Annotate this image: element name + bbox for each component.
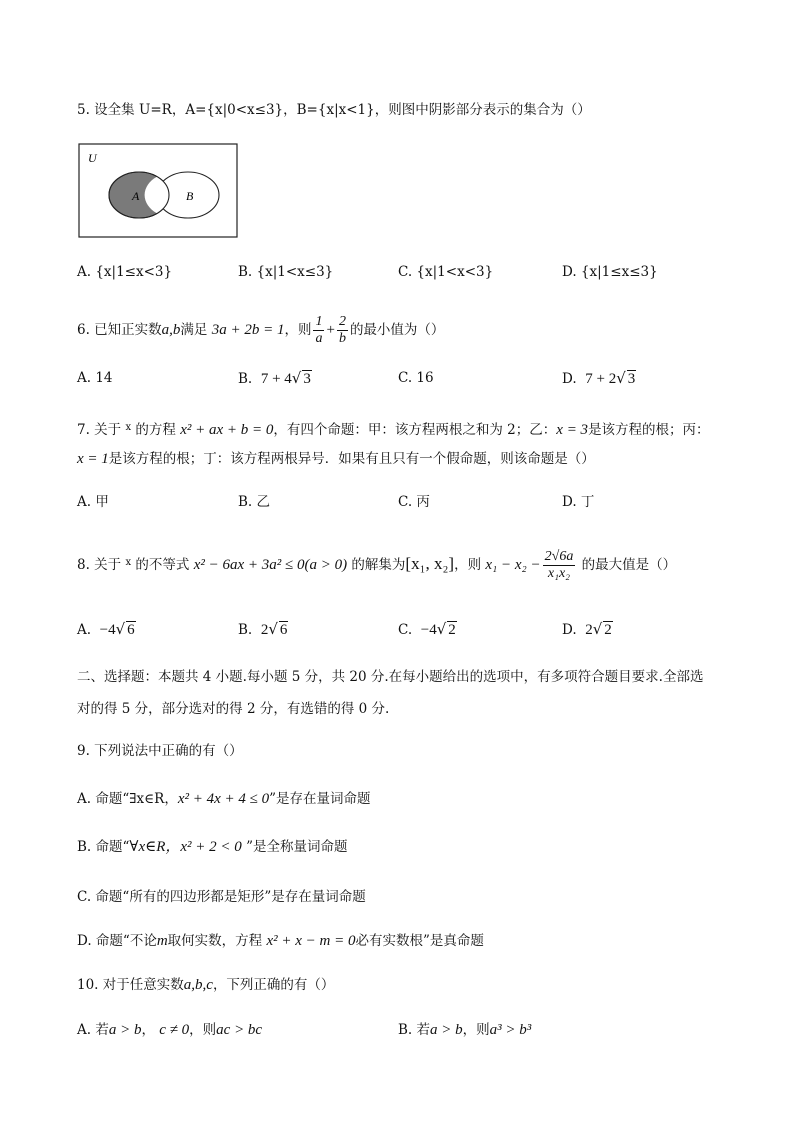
venn-universe-label: U bbox=[88, 151, 97, 165]
q10-option-b: B. 若a > b，则a³ > b³ bbox=[398, 1022, 532, 1038]
q5-stem: 5. 设全集 U=R，A={x|0<x≤3}，B={x|x<1}，则图中阴影部分表示的集合为（） bbox=[77, 102, 591, 118]
section2-intro-line2: 对的得 5 分，部分选对的得 2 分，有选错的得 0 分. bbox=[77, 701, 390, 717]
q6-option-d: D. 7 + 2√ 3 bbox=[562, 369, 636, 387]
venn-diagram bbox=[78, 143, 240, 239]
q8-option-a: A. −4√ 6 bbox=[77, 620, 135, 638]
q7-option-c: C. 丙 bbox=[398, 494, 430, 510]
q6-stem: 6. 已知正实数a,b满足 3a + 2b = 1，则 $\frac{1}{a}$ + $\frac{2}{b}$ 的最小值为（） bbox=[77, 314, 445, 346]
q8-stem: 8. 关于 $^x$ 的不等式 x² − 6ax + 3a² ≤ 0(a > 0) 的解集为[x₁, x₂]，则 x₁ − x₂ − $\frac{2√6a}{\text{x₁x₂}}$ 的最大值是（） bbox=[77, 549, 677, 581]
q5-option-d: D. {x|1≤x≤3} bbox=[562, 264, 658, 280]
section2-intro-line1: 二、选择题：本题共 4 小题.每小题 5 分，共 20 分.在每小题给出的选项中，有多项符合题目要求.全部选 bbox=[77, 669, 704, 685]
q7-stem-line2: x = 1是该方程的根；丁：该方程两根异号．如果有且只有一个假命题，则该命题是（） bbox=[77, 451, 595, 467]
q9-option-c: C. 命题“所有的四边形都是矩形”是存在量词命题 bbox=[77, 889, 366, 905]
venn-b-label: B bbox=[186, 189, 194, 203]
q6-option-b: B. 7 + 4√ 3 bbox=[238, 369, 311, 387]
q5-option-b: B. {x|1<x≤3} bbox=[238, 264, 334, 280]
q10-stem: 10. 对于任意实数a,b,c，下列正确的有（） bbox=[77, 977, 335, 993]
q9-option-a: A. 命题“∃x∈R，x² + 4x + 4 ≤ 0”是存在量词命题 bbox=[77, 791, 371, 807]
q10-option-a: A. 若a > b， c ≠ 0，则ac > bc bbox=[77, 1022, 263, 1038]
q5-option-a: A. {x|1≤x<3} bbox=[77, 264, 173, 280]
q7-option-b: B. 乙 bbox=[238, 494, 271, 510]
q9-option-b: B. 命题“∀x∈R，x² + 2 < 0 ”是全称量词命题 bbox=[77, 839, 348, 855]
q9-stem: 9. 下列说法中正确的有（） bbox=[77, 743, 243, 759]
q6-option-a: A. 14 bbox=[77, 370, 113, 386]
q8-option-d: D. 2√ 2 bbox=[562, 620, 612, 638]
q6-option-c: C. 16 bbox=[398, 370, 434, 386]
q8-option-b: B. 2√ 6 bbox=[238, 620, 288, 638]
q8-option-c: C. −4√ 2 bbox=[398, 620, 456, 638]
q7-option-a: A. 甲 bbox=[77, 494, 109, 510]
q9-option-d: D. 命题“不论m取何实数，方程 x² + x − m = 0必有实数根”是真命题 bbox=[77, 933, 484, 949]
q7-option-d: D. 丁 bbox=[562, 494, 595, 510]
q5-option-c: C. {x|1<x<3} bbox=[398, 264, 494, 280]
venn-a-label: A bbox=[132, 189, 140, 203]
q7-stem-line1: 7. 关于 $^x$ 的方程 x² + ax + b = 0，有四个命题：甲：该方程两根之和为 2；乙：x = 3是该方程的根；丙： bbox=[77, 422, 710, 438]
